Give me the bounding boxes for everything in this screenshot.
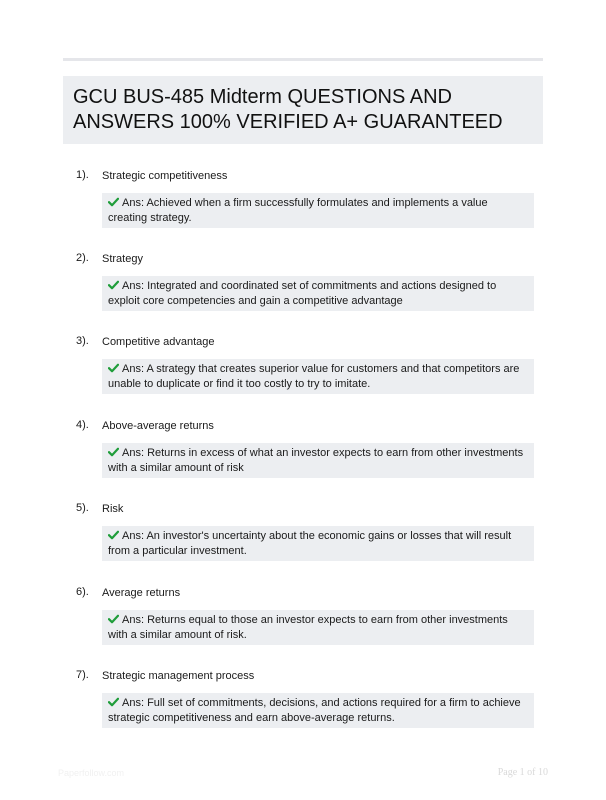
answer-text: Ans: Returns in excess of what an investor expects to earn from other investments with a similar amount of risk <box>108 447 524 474</box>
answer-box <box>102 193 534 228</box>
answer-box <box>102 443 534 478</box>
answer-text: Ans: Full set of commitments, decisions, and actions required for a firm to achieve strategic competitiveness and earn above-average returns. <box>108 697 521 724</box>
question-number: 7). <box>76 669 89 681</box>
answer-text: Ans: Returns equal to those an investor expects to earn from other investments with a similar amount of risk. <box>108 614 508 641</box>
page-number: Page 1 of 10 <box>497 767 548 778</box>
question-text: Above-average returns <box>102 420 214 432</box>
footer-watermark: Paperfollow.com <box>58 768 125 778</box>
question-text: Strategic competitiveness <box>102 170 228 182</box>
top-divider <box>63 58 543 61</box>
question-number: 1). <box>76 169 89 181</box>
question-text: Average returns <box>102 587 181 599</box>
question-text: Strategic management process <box>102 670 255 682</box>
answer-text: Ans: Achieved when a firm successfully formulates and implements a value creating strategy. <box>108 197 488 224</box>
check-icon <box>108 447 119 457</box>
check-icon <box>108 197 119 207</box>
title-box <box>63 76 543 144</box>
answer-text: Ans: An investor's uncertainty about the economic gains or losses that will result from a particular investment. <box>108 530 512 557</box>
question-number: 6). <box>76 586 89 598</box>
check-icon <box>108 280 119 290</box>
question-text: Competitive advantage <box>102 336 215 348</box>
check-icon <box>108 363 119 373</box>
answer-text: Ans: A strategy that creates superior value for customers and that competitors are unable to duplicate or find it too costly to try to imitate. <box>108 363 520 390</box>
question-number: 2). <box>76 252 89 264</box>
check-icon <box>108 530 119 540</box>
question-number: 3). <box>76 335 89 347</box>
answer-box <box>102 693 534 728</box>
answer-box <box>102 610 534 645</box>
answer-box <box>102 526 534 561</box>
answer-box <box>102 359 534 394</box>
question-text: Risk <box>102 503 124 515</box>
check-icon <box>108 614 119 624</box>
question-number: 5). <box>76 502 89 514</box>
answer-box <box>102 276 534 311</box>
check-icon <box>108 697 119 707</box>
page-title: GCU BUS-485 Midterm QUESTIONS AND ANSWERS 100% VERIFIED A+ GUARANTEED <box>73 86 503 133</box>
question-text: Strategy <box>102 253 143 265</box>
answer-text: Ans: Integrated and coordinated set of commitments and actions designed to exploit core competencies and gain a competitive advantage <box>108 280 497 307</box>
question-number: 4). <box>76 419 89 431</box>
